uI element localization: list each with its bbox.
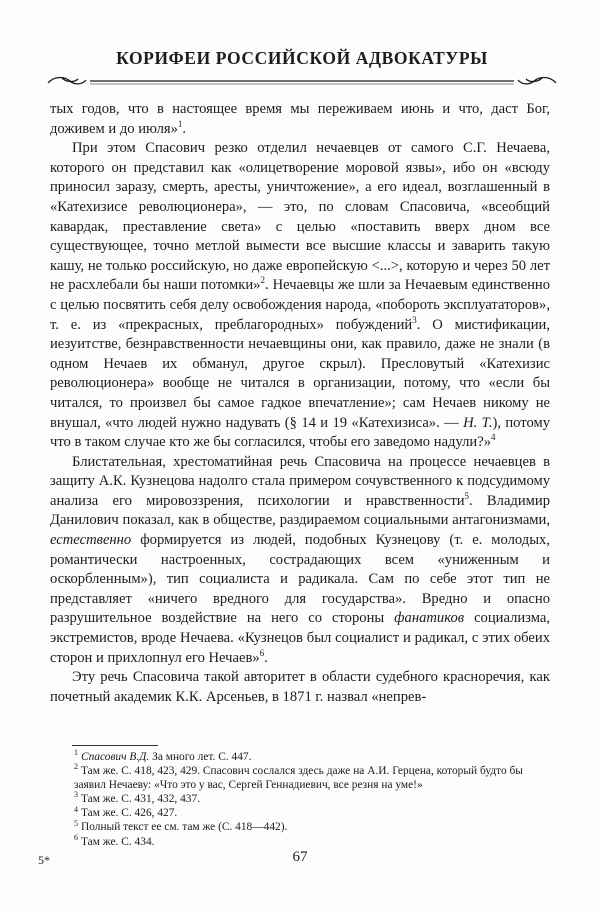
footnote-ref: 3: [412, 314, 417, 325]
footnotes: [74, 750, 548, 849]
paragraph: При этом Спасович резко отделил нечаевцев от самого С.Г. Нечаева, которого он представил как «олицетворение моровой язвы», ибо он «всюду приносил заразу, смерть, аресты, уничтожение», а его идеал, возглашенный в «Катехизисе революционера», — это, по словам Спасовича, «всеобщий кавардак, преставление света» с целью «поставить вверх дном все существующее, точно метлой вымести все высшие классы и заварить такую кашу, не только российскую, но даже европейскую <...>, которую и через 50 лет не расхлебали бы наши потомки»$^2$. Нечаевцы же шли за Нечаевым единственно с целью посвятить себя делу освобождения народа, «побороть эксплуататоров», т. е. из «прекрасных, преблагородных» побуждений$^3$. О мистификации, иезуитстве, безнравственности нечаевщины они, как правило, даже не знали (в одном Нечаев их обманул, другое скрыл). Пресловутый «Катехизис революционера» вообще не читался в организации, потому, что «если бы читался, то произвел бы самое гадкое впечатление»; сам Нечаев никому не внушал, «что людей нужно надувать (§ 14 и 19 «Катехизиса». — Н. Т.), потому что в таком случае кто же бы согласился, чтобы его заведомо надули?»$^4$: [50, 140, 551, 451]
ornamental-rule: [44, 74, 560, 88]
footnote: $^1$ Спасович В.Д. За много лет. С. 447.: [74, 748, 252, 763]
footnote: $^4$ Там же. С. 426, 427.: [74, 804, 178, 820]
footnote-ref: 4: [491, 432, 496, 443]
footnote-ref: 5: [464, 491, 470, 502]
running-header: [44, 40, 560, 90]
footnote: $^2$ Там же. С. 418, 423, 429. Спасович сослался здесь даже на А.И. Герцена, который будто бы заявил Нечаеву: «Что это у вас, Сергей Геннадиевич, все резня на уме!»: [74, 762, 523, 792]
page-number: 67: [292, 849, 308, 865]
footnote-ref: 6: [259, 647, 265, 658]
paragraph: Блистательная, хрестоматийная речь Спасовича на процессе нечаевцев в защиту А.К. Кузнецова надолго стала примером сочувственного к подсудимому анализа его мировоззрения, психологии и нравственности$^5$. Владимир Данилович показал, как в обществе, раздираемом социальными антагонизмами, естественно формируется из людей, подобных Кузнецову (т. е. молодых, романтически настроенных, сострадающих всем «униженным и оскорбленным»), тип социалиста и радикала. Сам по себе этот тип не представляет «ничего вредного для государства». Вредно и опасно разрушительное воздействие на него со стороны фанатиков социализма, экстремистов, вроде Нечаева. «Кузнецов был социалист и радикал, с этих обеих сторон и прихлопнул его Нечаев»$^6$.: [50, 453, 550, 666]
footnote-ref: 2: [260, 275, 265, 286]
footnote: $^5$ Полный текст ее см. там же (С. 418—442).: [74, 818, 288, 834]
paragraph: Эту речь Спасовича такой авторитет в области судебного красноречия, как почетный академик К.К. Арсеньев, в 1871 г. назвал «непрев-: [50, 669, 550, 705]
footnote: $^6$ Там же. С. 434.: [74, 832, 155, 848]
printer-signature: 5*: [38, 853, 50, 867]
footnote-ref: 1: [177, 118, 183, 129]
main-text: [50, 100, 550, 707]
footnote: $^3$ Там же. С. 431, 432, 437.: [74, 790, 201, 806]
footnote-separator: [72, 745, 158, 746]
paragraph: тых годов, что в настоящее время мы переживаем июнь и что, даст Бог, доживем и до июля»$^1$.: [50, 101, 550, 137]
header-title: КОРИФЕИ РОССИЙСКОЙ АДВОКАТУРЫ: [116, 48, 488, 68]
